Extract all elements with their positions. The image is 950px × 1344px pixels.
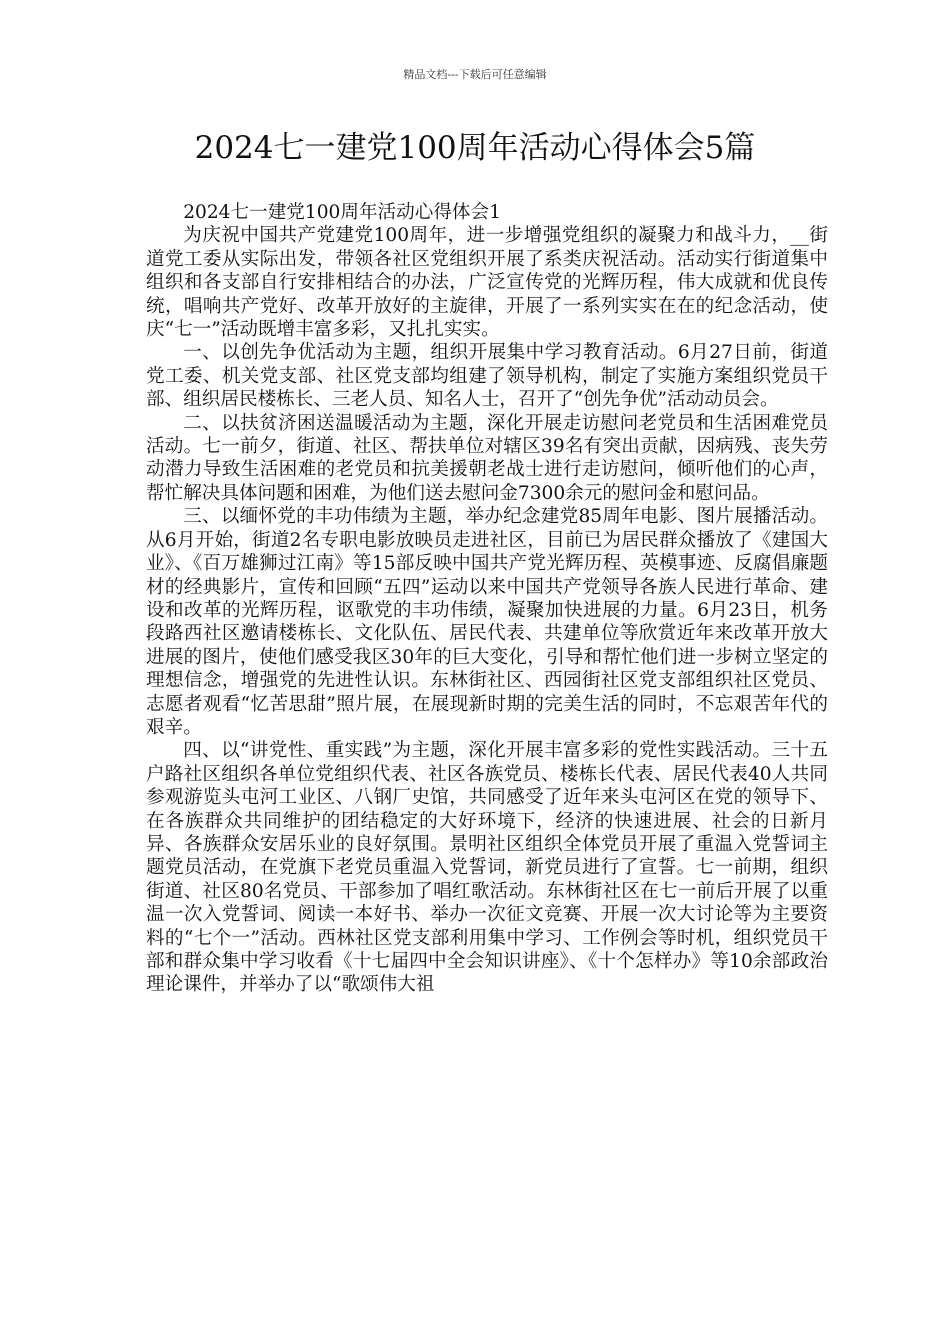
page-header-note: 精品文档---下载后可任意编辑 [403,68,547,81]
section-heading: 2024七一建党100周年活动心得体会1 [183,202,501,223]
body-paragraph-2: 二、以扶贫济困送温暖活动为主题，深化开展走访慰问老党员和生活困难党员活动。七一前夕，街道、社区、帮扶单位对辖区39名有突出贡献，因病残、丧失劳动潜力导致生活困难的老党员和抗美援朝老战士进行走访慰问，倾听他们的心声，帮忙解决具体问题和困难，为他们送去慰问金7300余元的慰问金和慰问品。 [146,412,828,504]
document-body [146,201,828,997]
body-paragraph-intro: 为庆祝中国共产党建党100周年，进一步增强党组织的凝聚力和战斗力，__街道党工委从实际出发，带领各社区党组织开展了系类庆祝活动。活动实行街道集中组织和各支部自行安排相结合的办法，广泛宣传党的光辉历程，伟大成就和优良传统，唱响共产党好、改革开放好的主旋律，开展了一系列实实在在的纪念活动，使庆“七一”活动既增丰富多彩，又扎扎实实。 [146,225,828,341]
body-paragraph-4: 四、以“讲党性、重实践”为主题，深化开展丰富多彩的党性实践活动。三十五户路社区组织各单位党组织代表、社区各族党员、楼栋长代表、居民代表40人共同参观游览头屯河工业区、八钢厂史馆，共同感受了近年来头屯河区在党的领导下、在各族群众共同维护的团结稳定的大好环境下，经济的快速进展、社会的日新月异、各族群众安居乐业的良好氛围。景明社区组织全体党员开展了重温入党誓词主题党员活动，在党旗下老党员重温入党誓词，新党员进行了宣誓。七一前期，组织街道、社区80名党员、干部参加了唱红歌活动。东林街社区在七一前后开展了以重温一次入党誓词、阅读一本好书、举办一次征文竞赛、开展一次大讨论等为主要资料的“七个一”活动。西林社区党支部利用集中学习、工作例会等时机，组织党员干部和群众集中学习收看《十七届四中全会知识讲座》、《十个怎样办》等10余部政治理论课件，并举办了以“歌颂伟大祖 [146,740,828,996]
body-paragraph-3: 三、以缅怀党的丰功伟绩为主题，举办纪念建党85周年电影、图片展播活动。从6月开始，街道2名专职电影放映员走进社区，目前已为居民群众播放了《建国大业》、《百万雄狮过江南》等15部反映中国共产党光辉历程、英模事迹、反腐倡廉题材的经典影片，宣传和回顾“五四”运动以来中国共产党领导各族人民进行革命、建设和改革的光辉历程，讴歌党的丰功伟绩，凝聚加快进展的力量。6月23日，机务段路西社区邀请楼栋长、文化队伍、居民代表、共建单位等欣赏近年来改革开放大进展的图片，使他们感受我区30年的巨大变化，引导和帮忙他们进一步树立坚定的理想信念，增强党的先进性认识。东林街社区、西园街社区党支部组织社区党员、志愿者观看“忆苦思甜”照片展，在展现新时期的完美生活的同时，不忘艰苦年代的艰辛。 [146,506,828,738]
body-paragraph-1: 一、以创先争优活动为主题，组织开展集中学习教育活动。6月27日前，街道党工委、机关党支部、社区党支部均组建了领导机构，制定了实施方案组织党员干部、组织居民楼栋长、三老人员、知名人士，召开了“创先争优”活动动员会。 [146,342,828,411]
document-title: 2024七一建党100周年活动心得体会5篇 [194,130,756,166]
